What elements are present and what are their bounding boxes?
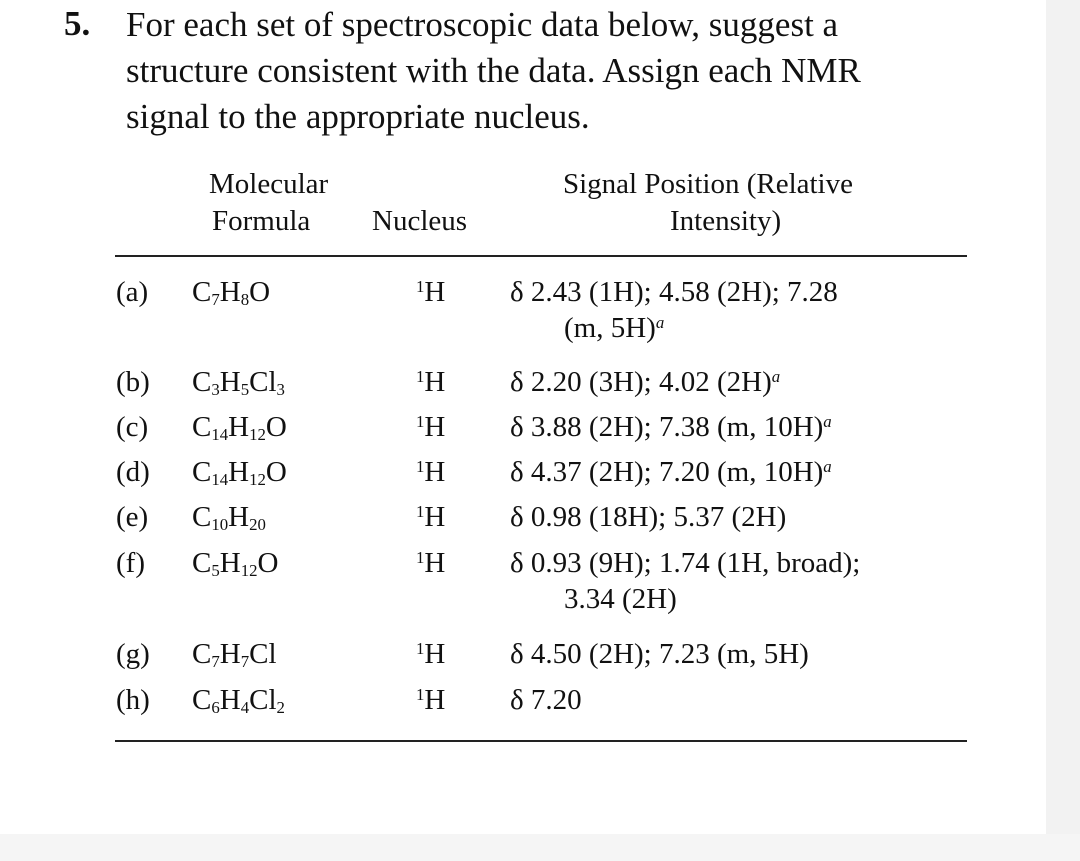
formula-element: H	[219, 366, 241, 398]
signal-position	[510, 545, 860, 581]
molecular-formula	[192, 454, 287, 490]
signal-position	[564, 581, 677, 617]
nucleus-mass-number: 1	[416, 456, 425, 476]
nucleus	[416, 545, 445, 581]
formula-element: C	[192, 501, 212, 533]
nucleus	[416, 499, 445, 535]
nucleus-symbol: H	[424, 638, 446, 670]
nucleus-symbol: H	[424, 684, 446, 716]
nucleus-mass-number: 1	[416, 366, 425, 386]
formula-subscript: 12	[240, 561, 258, 581]
header-signal-line1: Signal Position (Relative	[563, 168, 853, 200]
header-formula-line1: Molecular	[209, 168, 329, 200]
nucleus	[416, 682, 445, 718]
row-label: (f)	[116, 547, 145, 579]
formula-subscript: 7	[240, 652, 250, 672]
formula-subscript: 6	[211, 698, 220, 718]
signal-text: δ 7.20	[510, 684, 582, 716]
formula-element: C	[192, 411, 212, 443]
signal-position	[564, 310, 664, 346]
footnote-marker: a	[823, 456, 832, 476]
nucleus-mass-number: 1	[416, 411, 425, 431]
formula-subscript: 3	[211, 380, 220, 400]
formula-element: C	[192, 276, 212, 308]
formula-subscript: 12	[249, 425, 266, 445]
row-label: (e)	[116, 501, 149, 533]
formula-element: H	[219, 547, 241, 579]
signal-text: δ 2.20 (3H); 4.02 (2H)	[510, 366, 772, 398]
formula-subscript: 20	[249, 515, 266, 535]
formula-subscript: 3	[276, 380, 285, 400]
formula-element: Cl	[249, 684, 277, 716]
footnote-marker: a	[655, 312, 665, 332]
row-label: (h)	[116, 684, 150, 716]
footnote-marker: a	[771, 366, 781, 386]
formula-subscript: 14	[211, 425, 229, 445]
nucleus-mass-number: 1	[416, 547, 425, 567]
formula-subscript: 8	[240, 290, 250, 310]
signal-position	[510, 274, 838, 310]
signal-text: δ 2.43 (1H); 4.58 (2H); 7.28	[510, 276, 838, 308]
molecular-formula	[192, 409, 287, 445]
formula-element: Cl	[249, 366, 277, 398]
nucleus-symbol: H	[424, 366, 446, 398]
nucleus-symbol: H	[424, 501, 446, 533]
table-top-rule	[115, 255, 967, 257]
signal-text: δ 4.50 (2H); 7.23 (m, 5H)	[510, 638, 809, 670]
row-label: (c)	[116, 411, 149, 443]
formula-subscript: 2	[276, 698, 285, 718]
nucleus-mass-number: 1	[416, 501, 425, 521]
header-nucleus: Nucleus	[372, 205, 468, 237]
signal-text: δ 0.98 (18H); 5.37 (2H)	[510, 501, 787, 533]
nucleus	[416, 454, 445, 490]
signal-position	[510, 409, 832, 445]
formula-element: C	[192, 547, 212, 579]
signal-text: 3.34 (2H)	[564, 583, 677, 615]
formula-element: C	[192, 366, 212, 398]
formula-element: H	[228, 411, 250, 443]
formula-subscript: 5	[240, 380, 250, 400]
molecular-formula	[192, 545, 278, 581]
nucleus	[416, 409, 445, 445]
nucleus-mass-number: 1	[416, 684, 425, 704]
nucleus	[416, 636, 445, 672]
signal-text: δ 4.37 (2H); 7.20 (m, 10H)	[510, 456, 824, 488]
formula-subscript: 5	[211, 561, 220, 581]
signal-position	[510, 454, 832, 490]
nucleus-symbol: H	[424, 456, 446, 488]
formula-subscript: 4	[240, 698, 250, 718]
formula-element: H	[219, 638, 241, 670]
header-signal-line2: Intensity)	[670, 205, 782, 237]
table-bottom-rule	[115, 740, 967, 742]
problem-statement-line: For each set of spectroscopic data below, suggest a	[126, 5, 839, 44]
footnote-marker: a	[823, 411, 832, 431]
row-label: (b)	[116, 366, 150, 398]
formula-subscript: 7	[211, 652, 220, 672]
signal-text: (m, 5H)	[564, 312, 656, 344]
row-label: (a)	[116, 276, 149, 308]
formula-subscript: 12	[249, 470, 266, 490]
molecular-formula	[192, 274, 270, 310]
problem-statement	[126, 2, 1006, 140]
formula-element: H	[219, 684, 241, 716]
formula-element: H	[228, 501, 250, 533]
signal-text: δ 3.88 (2H); 7.38 (m, 10H)	[510, 411, 824, 443]
formula-element: C	[192, 638, 212, 670]
formula-element: O	[257, 547, 279, 579]
formula-subscript: 7	[211, 290, 220, 310]
formula-element: O	[265, 411, 287, 443]
molecular-formula	[192, 682, 285, 718]
molecular-formula	[192, 499, 266, 535]
formula-element: O	[249, 276, 271, 308]
header-formula-line2: Formula	[212, 205, 311, 237]
signal-position	[510, 682, 582, 718]
nucleus-symbol: H	[424, 547, 446, 579]
molecular-formula	[192, 364, 285, 400]
formula-subscript: 10	[211, 515, 229, 535]
signal-position	[510, 499, 786, 535]
problem-statement-line: signal to the appropriate nucleus.	[126, 97, 590, 136]
formula-element: O	[265, 456, 287, 488]
signal-position	[510, 364, 780, 400]
nucleus-symbol: H	[424, 276, 446, 308]
formula-element: Cl	[249, 638, 277, 670]
nucleus-mass-number: 1	[416, 276, 425, 296]
nucleus	[416, 274, 445, 310]
formula-element: C	[192, 684, 212, 716]
problem-statement-line: structure consistent with the data. Assign each NMR	[126, 51, 861, 90]
nucleus	[416, 364, 445, 400]
signal-position	[510, 636, 809, 672]
nucleus-symbol: H	[424, 411, 446, 443]
problem-number: 5.	[64, 4, 91, 43]
molecular-formula	[192, 636, 277, 672]
formula-element: C	[192, 456, 212, 488]
signal-text: δ 0.93 (9H); 1.74 (1H, broad);	[510, 547, 861, 579]
nucleus-mass-number: 1	[416, 638, 425, 658]
row-label: (g)	[116, 638, 150, 670]
formula-subscript: 14	[211, 470, 229, 490]
formula-element: H	[228, 456, 250, 488]
formula-element: H	[219, 276, 241, 308]
row-label: (d)	[116, 456, 150, 488]
